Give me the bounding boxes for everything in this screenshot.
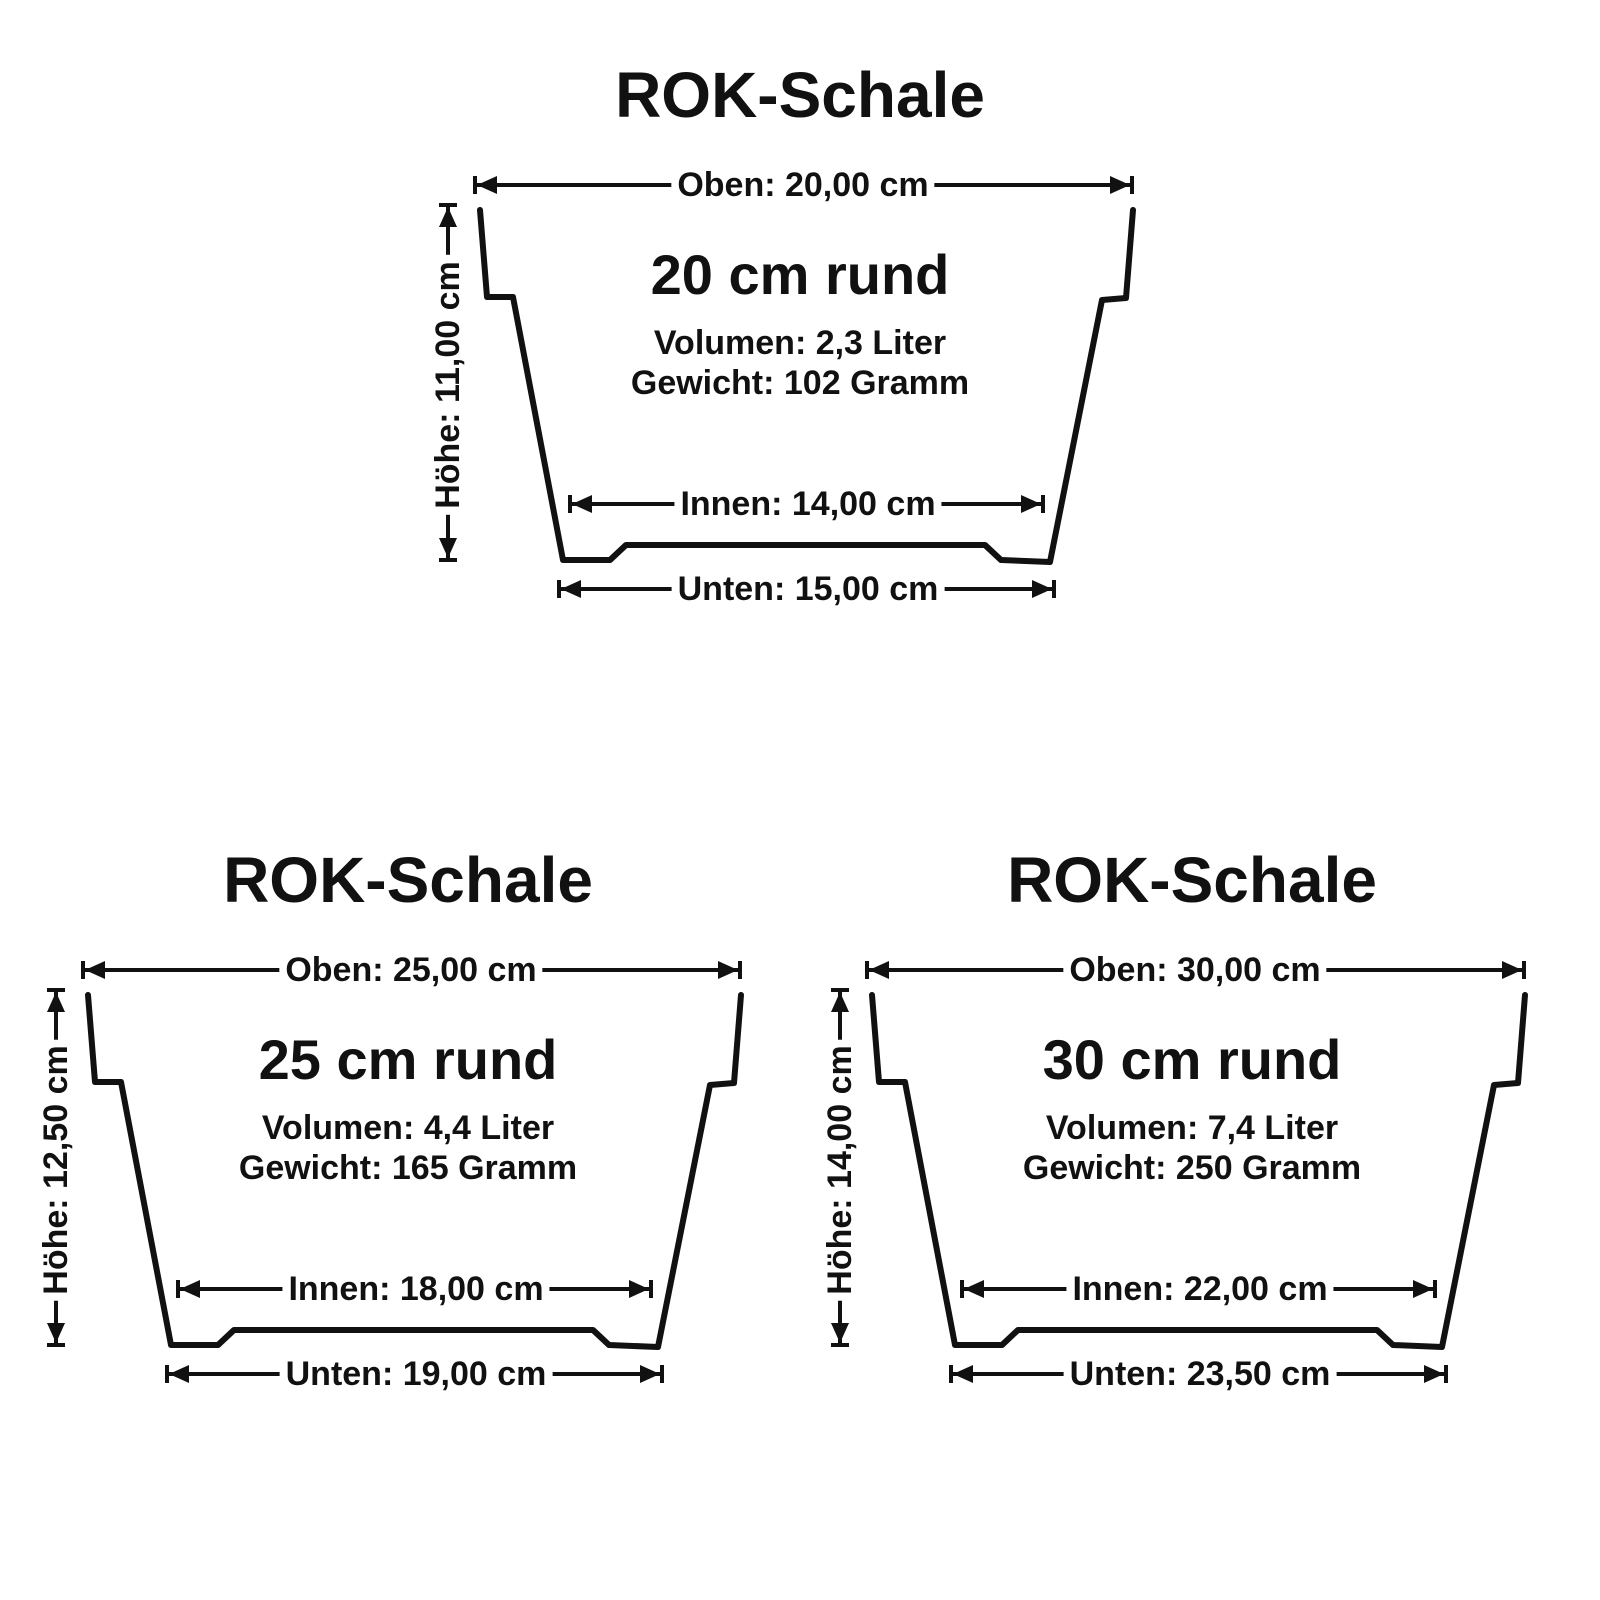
- height-arrow-top-arrowhead: [47, 992, 65, 1012]
- height-arrow-bottom-arrowhead: [47, 1323, 65, 1343]
- size-label: 25 cm rund: [258, 1028, 558, 1091]
- volume-label: Volumen: 7,4 Liter: [1045, 1109, 1339, 1147]
- inner-width-arrow-left-arrowhead: [180, 1280, 200, 1298]
- top-width-arrow-right-arrowhead: [1502, 961, 1522, 979]
- bowl-diagram-30: [821, 840, 1552, 1480]
- bowl-diagram-25: [37, 840, 768, 1480]
- top-width-arrow-right-arrowhead: [1110, 176, 1130, 194]
- inner-width-arrow-left-arrowhead: [572, 495, 592, 513]
- diagram-title: ROK-Schale: [1007, 844, 1377, 916]
- volume-label: Volumen: 4,4 Liter: [261, 1109, 555, 1147]
- size-label: 20 cm rund: [650, 243, 950, 306]
- top-width-arrow-left-arrowhead: [85, 961, 105, 979]
- bottom-width-arrow-left-arrowhead: [953, 1365, 973, 1383]
- inner-width-label: Innen: 18,00 cm: [282, 1269, 549, 1309]
- inner-width-label: Innen: 22,00 cm: [1066, 1269, 1333, 1309]
- bottom-width-label: Unten: 15,00 cm: [672, 569, 945, 609]
- height-label: Höhe: 11,00 cm: [428, 255, 468, 515]
- top-width-arrow-left-arrowhead: [477, 176, 497, 194]
- top-width-label: Oben: 20,00 cm: [671, 165, 934, 205]
- bottom-width-arrow-right-arrowhead: [1424, 1365, 1444, 1383]
- bottom-width-arrow-right-arrowhead: [640, 1365, 660, 1383]
- height-arrow-bottom-arrowhead: [439, 538, 457, 558]
- height-arrow-top-arrowhead: [439, 207, 457, 227]
- inner-width-arrow-left-arrowhead: [964, 1280, 984, 1298]
- bottom-width-label: Unten: 19,00 cm: [280, 1354, 553, 1394]
- diagram-title: ROK-Schale: [615, 59, 985, 131]
- top-width-label: Oben: 25,00 cm: [279, 950, 542, 990]
- inner-width-label: Innen: 14,00 cm: [674, 484, 941, 524]
- weight-label: Gewicht: 165 Gramm: [238, 1149, 578, 1187]
- inner-width-arrow-right-arrowhead: [629, 1280, 649, 1298]
- diagram-title: ROK-Schale: [223, 844, 593, 916]
- height-label: Höhe: 14,00 cm: [820, 1039, 860, 1300]
- bottom-width-arrow-right-arrowhead: [1032, 580, 1052, 598]
- bottom-width-arrow-left-arrowhead: [169, 1365, 189, 1383]
- top-width-arrow-right-arrowhead: [718, 961, 738, 979]
- weight-label: Gewicht: 250 Gramm: [1022, 1149, 1362, 1187]
- volume-label: Volumen: 2,3 Liter: [653, 324, 947, 362]
- top-width-label: Oben: 30,00 cm: [1063, 950, 1326, 990]
- top-width-arrow-left-arrowhead: [869, 961, 889, 979]
- bottom-width-label: Unten: 23,50 cm: [1064, 1354, 1337, 1394]
- bowl-diagram-20: [429, 55, 1160, 695]
- height-arrow-bottom-arrowhead: [831, 1323, 849, 1343]
- height-label: Höhe: 12,50 cm: [36, 1039, 76, 1300]
- size-label: 30 cm rund: [1042, 1028, 1342, 1091]
- weight-label: Gewicht: 102 Gramm: [630, 364, 970, 402]
- inner-width-arrow-right-arrowhead: [1021, 495, 1041, 513]
- bottom-width-arrow-left-arrowhead: [561, 580, 581, 598]
- inner-width-arrow-right-arrowhead: [1413, 1280, 1433, 1298]
- height-arrow-top-arrowhead: [831, 992, 849, 1012]
